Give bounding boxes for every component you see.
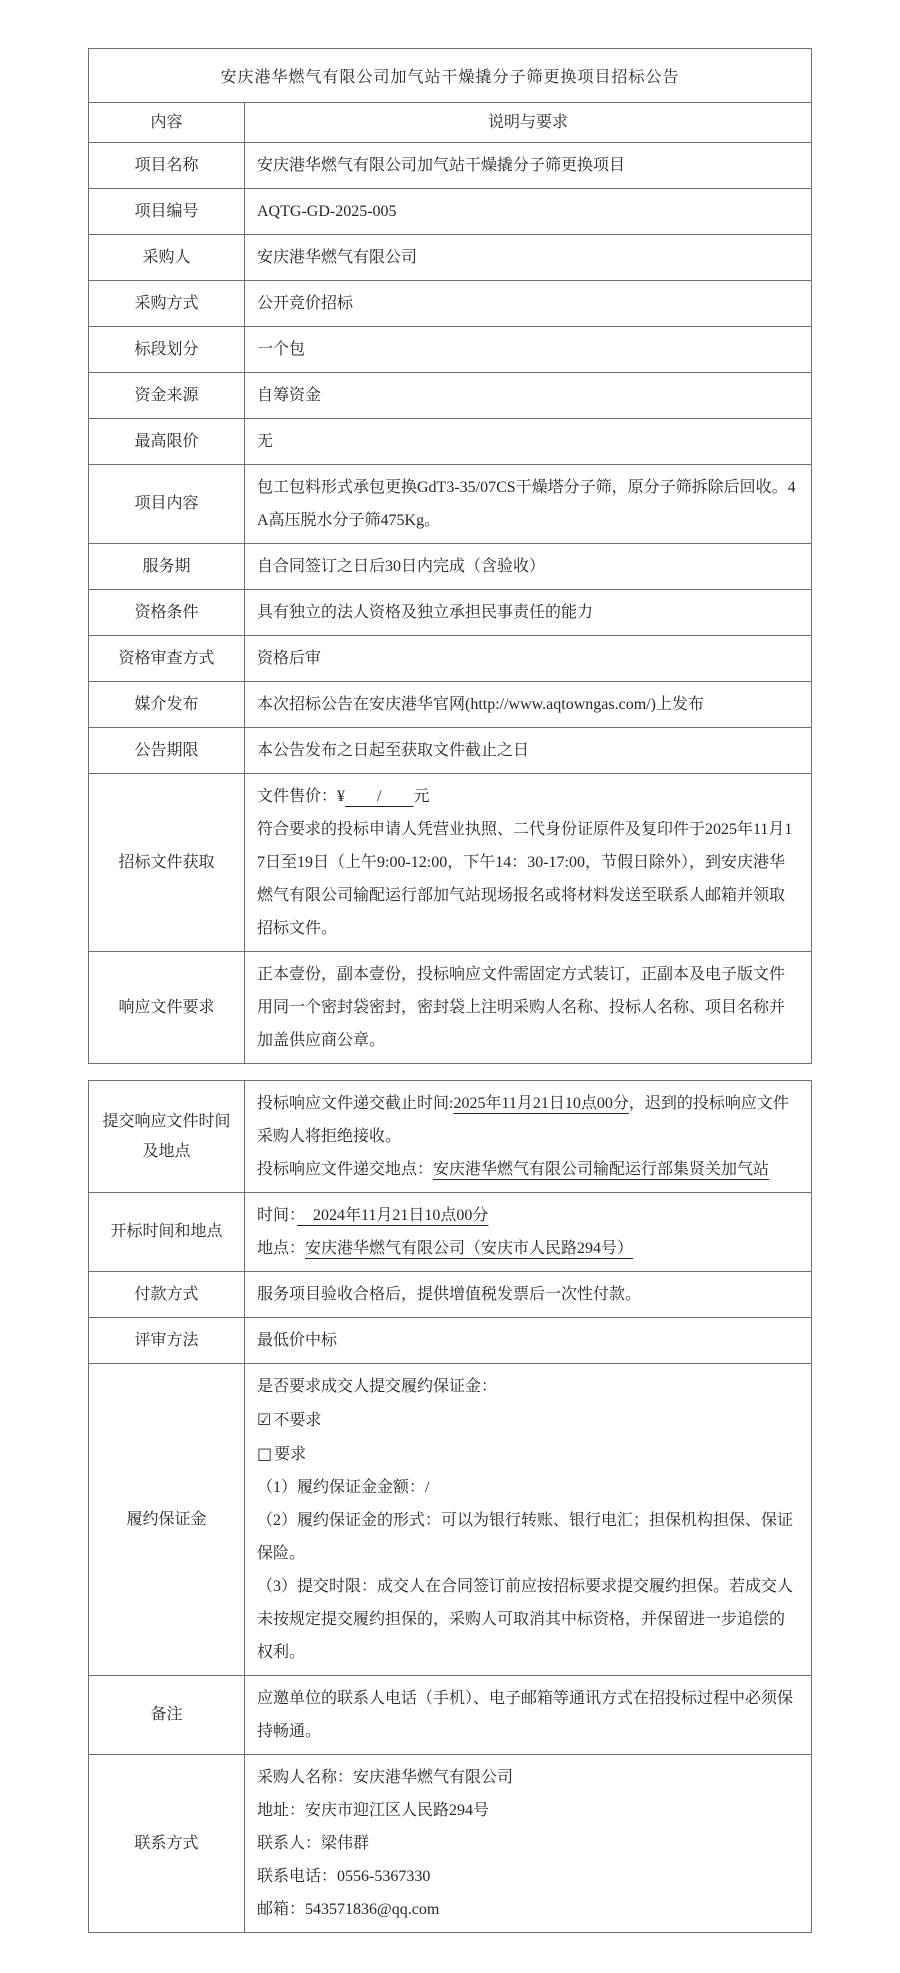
table-row-contact-information [89,1755,812,1933]
contact-information-label: 联系方式 [89,1755,245,1933]
text-line [257,1370,799,1403]
funding-source-label: 资金来源 [89,373,245,419]
table-row-purchaser [89,235,812,281]
text-segment: （3）提交时限：成交人在合同签订前应按招标要求提交履约担保。若成交人未按规定提交履约担保的，采购人可取消其中标资格，并保留进一步追偿的权利。 [257,1578,794,1661]
text-segment: 投标响应文件递交地点： [257,1161,434,1178]
text-line [257,1278,799,1311]
text-segment: 具有独立的法人资格及独立承担民事责任的能力 [257,604,594,621]
text-line [257,1504,799,1570]
table-row-announcement-period [89,728,812,774]
text-line [257,813,799,945]
text-segment: 最低价中标 [257,1332,338,1349]
project-content-label: 项目内容 [89,465,245,544]
media-publication-label: 媒介发布 [89,682,245,728]
text-segment: 2024年11月21日10点00分 [297,1207,489,1224]
table-row-payment-method [89,1272,812,1318]
text-line [257,780,799,813]
text-segment: 联系人：梁伟群 [257,1835,370,1852]
text-line [257,1153,799,1186]
text-line [257,471,799,537]
text-line [257,379,799,412]
announcement-period-content [245,728,812,774]
text-segment: 是否要求成交人提交履约保证金： [257,1378,498,1395]
title-row [89,49,812,103]
tender-announcement-table-part1 [88,48,812,1064]
submission-time-and-place-label: 提交响应文件时间及地点 [89,1081,245,1193]
text-line [257,1087,799,1153]
text-segment: 2025年11月21日10点00分 [453,1095,629,1112]
project-number-content [245,189,812,235]
media-publication-content [245,682,812,728]
qualification-review-method-label: 资格审查方式 [89,636,245,682]
text-line [257,1199,799,1232]
text-segment: AQTG-GD-2025-005 [257,203,397,220]
table-row-max-price-limit [89,419,812,465]
project-content-content [245,465,812,544]
table-row-project-content [89,465,812,544]
text-segment: 采购人名称：安庆港华燃气有限公司 [257,1769,514,1786]
evaluation-method-label: 评审方法 [89,1318,245,1364]
payment-method-label: 付款方式 [89,1272,245,1318]
text-segment: 包工包料形式承包更换GdT3-35/07CS干燥塔分子筛，原分子筛拆除后回收。4A高压脱水分子筛475Kg。 [257,479,796,529]
table-row-qualification-conditions [89,590,812,636]
table-row-service-period [89,544,812,590]
text-line [257,195,799,228]
text-segment: （2）履约保证金的形式：可以为银行转账、银行电汇；担保机构担保、保证保险。 [257,1512,794,1562]
procurement-method-label: 采购方式 [89,281,245,327]
text-segment: 应邀单位的联系人电话（手机）、电子邮箱等通讯方式在招投标过程中必须保持畅通。 [257,1690,794,1740]
project-number-label: 项目编号 [89,189,245,235]
header-row [89,103,812,143]
text-segment: （1）履约保证金金额：/ [257,1479,430,1496]
text-line [257,550,799,583]
max-price-limit-label: 最高限价 [89,419,245,465]
text-segment: 自筹资金 [257,387,322,404]
tender-announcement-table-part2 [88,1080,812,1933]
remarks-content [245,1676,812,1755]
table-row-bid-document-acquisition [89,774,812,952]
bid-opening-time-and-place-content [245,1193,812,1272]
bid-document-acquisition-content [245,774,812,952]
text-line [257,1471,799,1504]
service-period-label: 服务期 [89,544,245,590]
qualification-conditions-label: 资格条件 [89,590,245,636]
bid-document-acquisition-label: 招标文件获取 [89,774,245,952]
performance-bond-content [245,1364,812,1676]
announcement-period-label: 公告期限 [89,728,245,774]
bid-opening-time-and-place-label: 开标时间和地点 [89,1193,245,1272]
text-segment: 无 [257,433,274,450]
text-segment: 文件售价：¥ [257,788,346,805]
text-segment: 资格后审 [257,650,322,667]
text-line [257,1324,799,1357]
text-segment: 安庆港华燃气有限公司加气站干燥撬分子筛更换项目 [257,157,626,174]
table-row-performance-bond [89,1364,812,1676]
text-line [257,958,799,1057]
response-document-requirements-content [245,952,812,1064]
text-line [257,642,799,675]
table-row-project-name [89,143,812,189]
text-segment: 地址：安庆市迎江区人民路294号 [257,1802,490,1819]
text-segment: 服务项目验收合格后，提供增值税发票后一次性付款。 [257,1286,642,1303]
contact-information-content [245,1755,812,1933]
text-line [257,149,799,182]
text-segment: 时间： [257,1207,298,1224]
text-segment: 符合要求的投标申请人凭营业执照、二代身份证原件及复印件于2025年11月17日至19日（上午9:00-12:00，下午14：30-17:00，节假日除外），到安庆港华燃气有限公司输配运行部加气站现场报名或将材料发送至联系人邮箱并领取招标文件。 [257,821,793,937]
payment-method-content [245,1272,812,1318]
service-period-content [245,544,812,590]
text-line [257,688,799,721]
text-segment: 安庆港华燃气有限公司 [257,249,418,266]
text-segment: 要求 [274,1446,307,1463]
procurement-method-content [245,281,812,327]
checkbox-checked-icon[interactable]: ☑ [257,1410,272,1429]
header-content-column: 内容 [89,103,245,143]
evaluation-method-content [245,1318,812,1364]
text-line [257,425,799,458]
table-row-remarks [89,1676,812,1755]
table-row-procurement-method [89,281,812,327]
project-name-content [245,143,812,189]
text-segment: 正本壹份，副本壹份，投标响应文件需固定方式装订，正副本及电子版文件用同一个密封袋密封，密封袋上注明采购人名称、投标人名称、项目名称并加盖供应商公章。 [257,966,786,1049]
text-segment: 安庆港华燃气有限公司输配运行部集贤关加气站 [433,1161,770,1178]
text-segment: 一个包 [257,341,306,358]
text-line [257,1570,799,1669]
performance-bond-label: 履约保证金 [89,1364,245,1676]
text-line [257,596,799,629]
table-row-lot-division [89,327,812,373]
qualification-review-method-content [245,636,812,682]
funding-source-content [245,373,812,419]
submission-time-and-place-content [245,1081,812,1193]
remarks-label: 备注 [89,1676,245,1755]
text-line [257,1437,799,1471]
page-title: 安庆港华燃气有限公司加气站干燥撬分子筛更换项目招标公告 [89,49,812,103]
table-row-response-document-requirements [89,952,812,1064]
purchaser-content [245,235,812,281]
project-name-label: 项目名称 [89,143,245,189]
table-row-project-number [89,189,812,235]
text-line [257,1232,799,1265]
max-price-limit-content [245,419,812,465]
text-segment: 不要求 [273,1412,322,1429]
text-segment: 地点： [257,1240,306,1257]
text-segment: 邮箱：543571836@qq.com [257,1901,440,1918]
text-segment: 自合同签订之日后30日内完成（含验收） [257,558,546,575]
text-line [257,287,799,320]
text-line [257,1893,799,1926]
text-segment: 本公告发布之日起至获取文件截止之日 [257,742,530,759]
table-row-evaluation-method [89,1318,812,1364]
text-segment: 公开竞价招标 [257,295,354,312]
lot-division-label: 标段划分 [89,327,245,373]
text-line [257,1761,799,1794]
text-segment: 安庆港华燃气有限公司（安庆市人民路294号） [305,1240,634,1257]
table-row-funding-source [89,373,812,419]
text-line [257,333,799,366]
text-line [257,734,799,767]
table-row-submission-time-and-place [89,1081,812,1193]
response-document-requirements-label: 响应文件要求 [89,952,245,1064]
text-segment: ，迟到的投标响应文件采购人将拒绝接收。 [257,1095,789,1145]
header-description-column: 说明与要求 [245,103,812,143]
text-line [257,1827,799,1860]
text-line [257,1403,799,1437]
text-segment: 本次招标公告在安庆港华官网(http://www.aqtowngas.com/)上发布 [257,696,704,713]
text-line [257,241,799,274]
text-segment: 联系电话：0556-5367330 [257,1868,431,1885]
text-segment: 投标响应文件递交截止时间: [257,1095,454,1112]
checkbox-unchecked-icon[interactable]: □ [257,1444,273,1463]
lot-division-content [245,327,812,373]
table-row-qualification-review-method [89,636,812,682]
text-segment: / [345,788,414,805]
table-row-bid-opening-time-and-place [89,1193,812,1272]
text-line [257,1682,799,1748]
purchaser-label: 采购人 [89,235,245,281]
text-line [257,1794,799,1827]
qualification-conditions-content [245,590,812,636]
text-segment: 元 [413,788,430,805]
table-row-media-publication [89,682,812,728]
text-line [257,1860,799,1893]
